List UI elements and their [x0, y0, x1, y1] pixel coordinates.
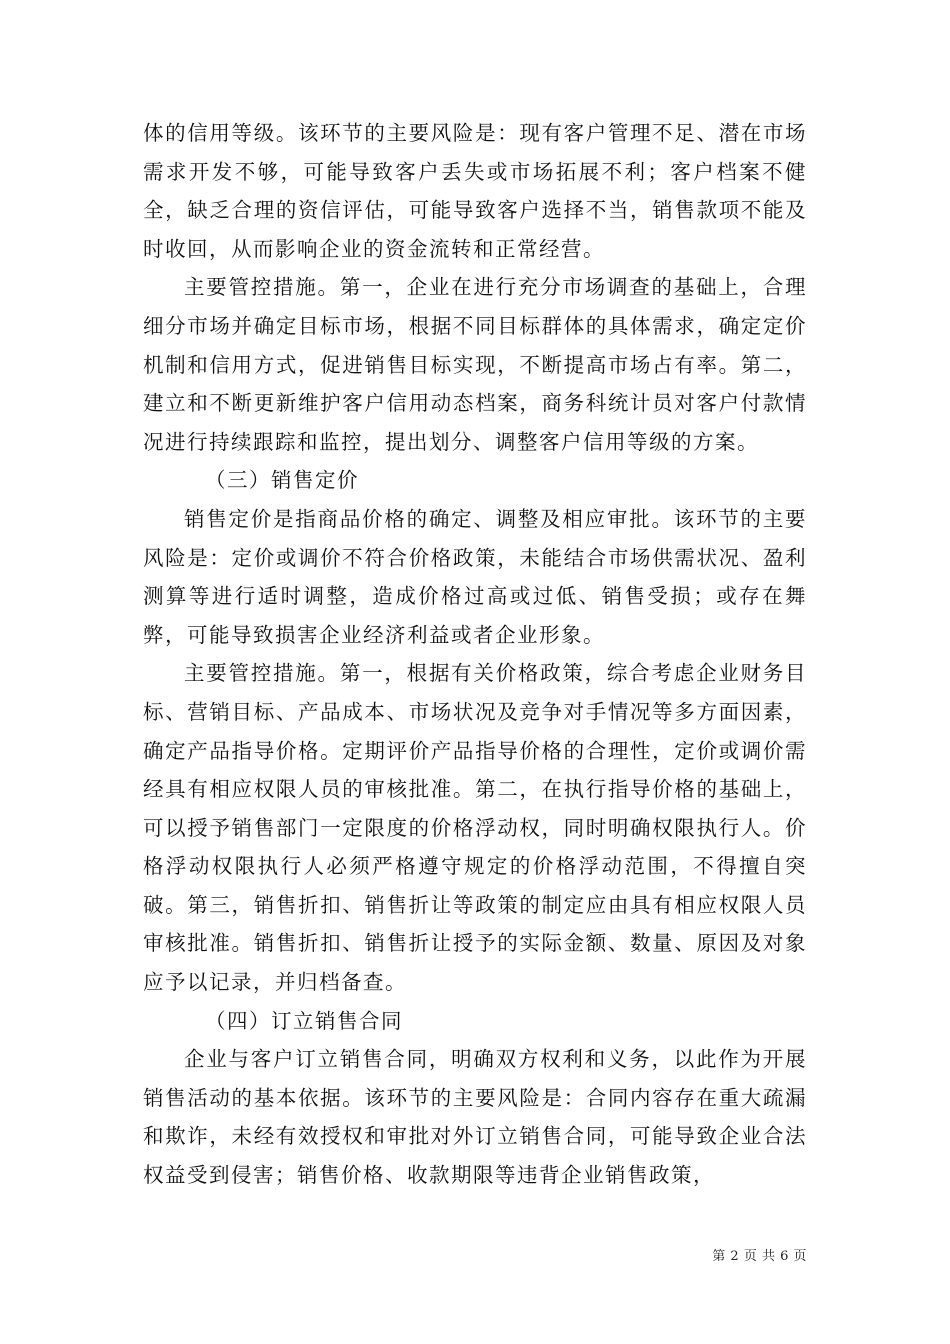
section-heading: （四）订立销售合同	[205, 1008, 403, 1033]
document-body	[143, 114, 807, 1195]
paragraph: 主要管控措施。第一，企业在进行充分市场调查的基础上，合理细分市场并确定目标市场，根据不同目标群体的具体需求，确定定价机制和信用方式，促进销售目标实现，不断提高市场占有率。第二，建立和不断更新维护客户信用动态档案，商务科统计员对客户付款情况进行持续跟踪和监控，提出划分、调整客户信用等级的方案。	[143, 275, 807, 454]
section-heading: （三）销售定价	[205, 468, 359, 493]
paragraph: 销售定价是指商品价格的确定、调整及相应审批。该环节的主要风险是：定价或调价不符合价格政策，未能结合市场供需状况、盈利测算等进行适时调整，造成价格过高或过低、销售受损；或存在舞弊，可能导致损害企业经济利益或者企业形象。	[143, 506, 807, 647]
page-number-footer: 第 2 页 共 6 页	[712, 1249, 807, 1264]
paragraph: 企业与客户订立销售合同，明确双方权利和义务，以此作为开展销售活动的基本依据。该环节的主要风险是：合同内容存在重大疏漏和欺诈，未经有效授权和审批对外订立销售合同，可能导致企业合法权益受到侵害；销售价格、收款期限等违背企业销售政策，	[143, 1047, 807, 1188]
paragraph-continued: 体的信用等级。该环节的主要风险是：现有客户管理不足、潜在市场需求开发不够，可能导致客户丢失或市场拓展不利；客户档案不健全，缺乏合理的资信评估，可能导致客户选择不当，销售款项不能及时收回，从而影响企业的资金流转和正常经营。	[143, 121, 807, 261]
paragraph: 主要管控措施。第一，根据有关价格政策，综合考虑企业财务目标、营销目标、产品成本、市场状况及竞争对手情况等多方面因素，确定产品指导价格。定期评价产品指导价格的合理性，定价或调价需经具有相应权限人员的审核批准。第二，在执行指导价格的基础上，可以授予销售部门一定限度的价格浮动权，同时明确权限执行人。价格浮动权限执行人必须严格遵守规定的价格浮动范围，不得擅自突破。第三，销售折扣、销售折让等政策的制定应由具有相应权限人员审核批准。销售折扣、销售折让授予的实际金额、数量、原因及对象应予以记录，并归档备查。	[143, 661, 807, 995]
